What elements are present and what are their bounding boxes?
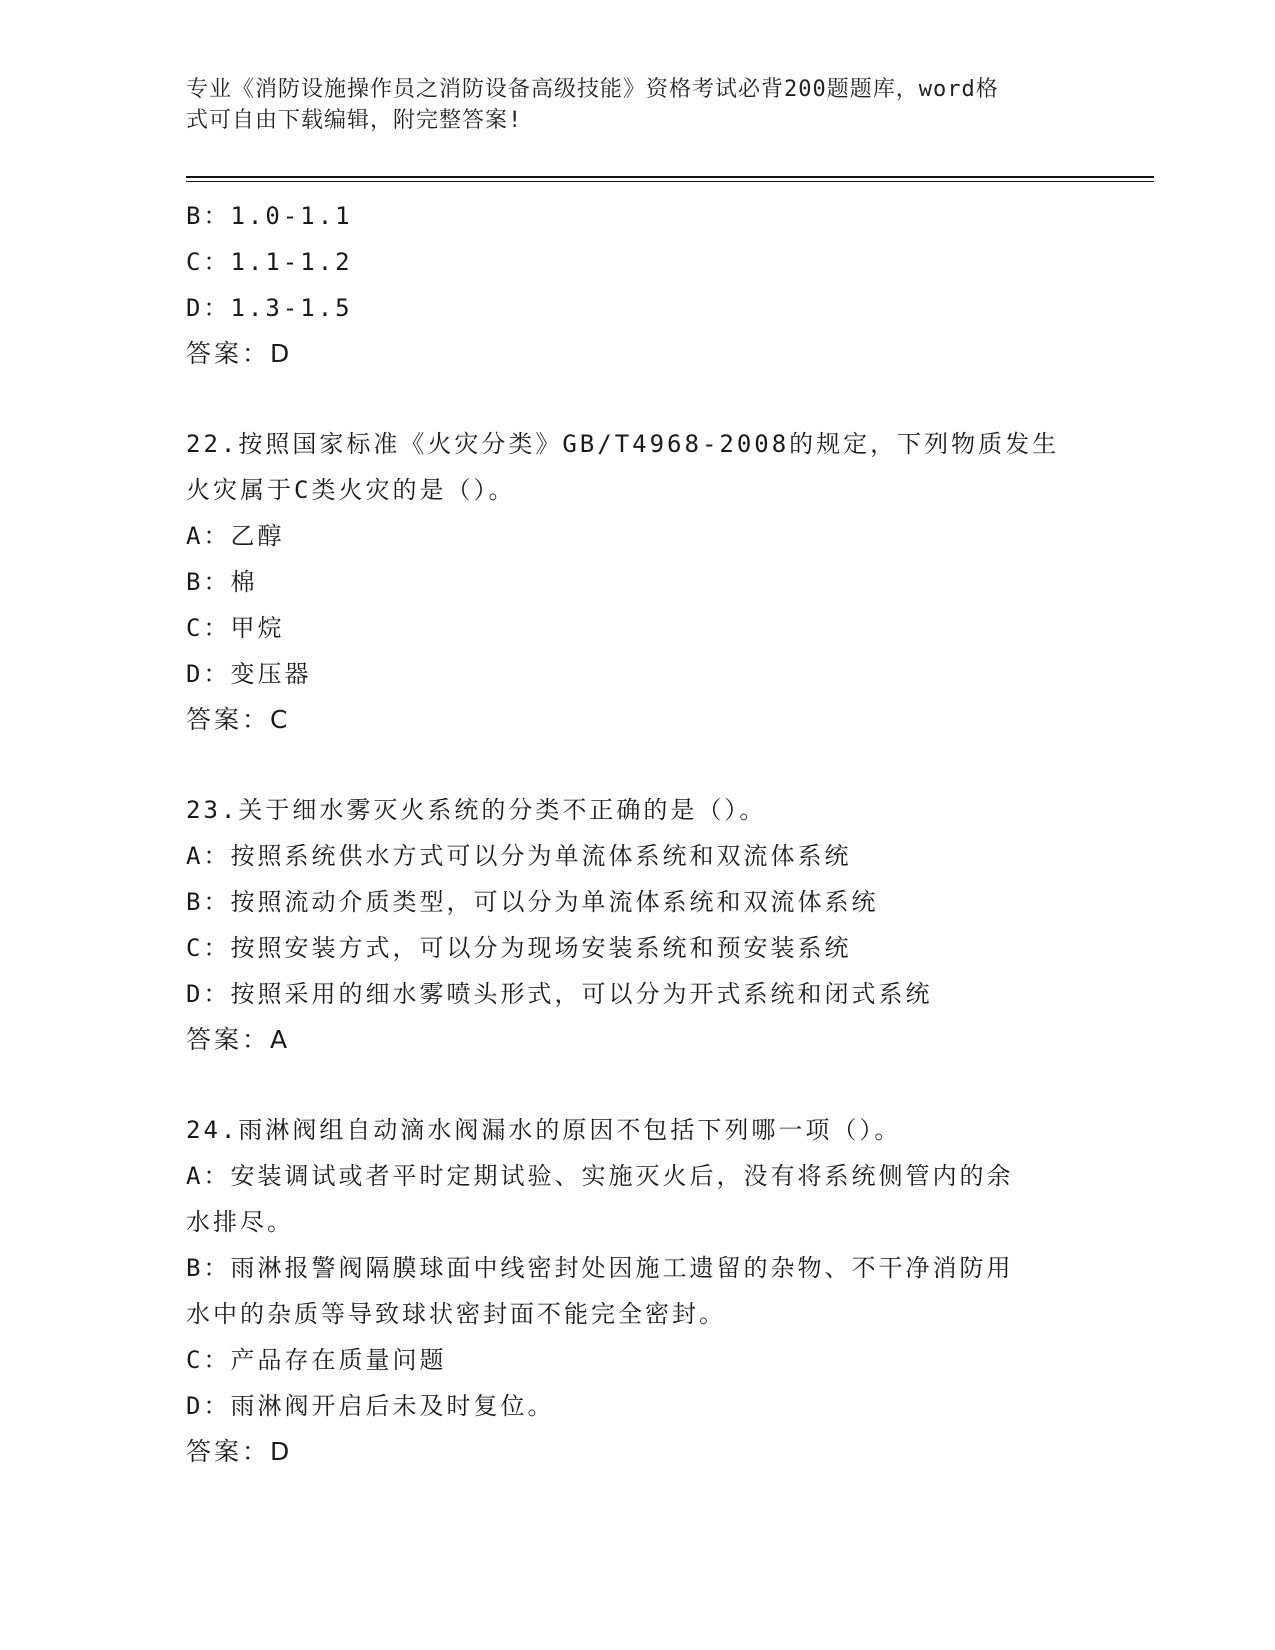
answer: 答案：D <box>186 1437 293 1466</box>
header-line-1: 专业《消防设施操作员之消防设备高级技能》资格考试必背200题题库，word格 <box>186 77 999 102</box>
option-d: D：雨淋阀开启后未及时复位。 <box>186 1392 555 1420</box>
option-d: D：按照采用的细水雾喷头形式，可以分为开式系统和闭式系统 <box>186 980 933 1008</box>
header-rule-thick <box>186 176 1154 178</box>
option-a: A：乙醇 <box>186 522 285 550</box>
question-stem: 24.雨淋阀组自动滴水阀漏水的原因不包括下列哪一项（）。 <box>186 1116 902 1144</box>
question-content <box>186 193 1066 1475</box>
question-22 <box>186 421 1066 743</box>
spacer <box>186 743 1066 787</box>
option-c: C：按照安装方式，可以分为现场安装系统和预安装系统 <box>186 934 852 962</box>
page-header <box>186 74 1066 136</box>
option-b: B：棉 <box>186 568 258 596</box>
option-d: D：变压器 <box>186 660 312 688</box>
option-c: C：1.1-1.2 <box>186 248 353 276</box>
question-stem: 22.按照国家标准《火灾分类》GB/T4968-2008的规定，下列物质发生 <box>186 430 1060 458</box>
spacer <box>186 377 1066 421</box>
option-a-cont: 水排尽。 <box>186 1208 294 1236</box>
option-b: B：雨淋报警阀隔膜球面中线密封处因施工遗留的杂物、不干净消防用 <box>186 1254 1014 1282</box>
option-b: B：1.0-1.1 <box>186 202 353 230</box>
question-stem: 23.关于细水雾灭火系统的分类不正确的是（）。 <box>186 796 767 824</box>
question-stem-cont: 火灾属于C类火灾的是（）。 <box>186 476 516 504</box>
answer: 答案：A <box>186 1025 291 1054</box>
header-line-2: 式可自由下载编辑，附完整答案! <box>186 108 523 133</box>
answer: 答案：D <box>186 339 293 368</box>
answer: 答案：C <box>186 705 291 734</box>
option-b-cont: 水中的杂质等导致球状密封面不能完全密封。 <box>186 1300 726 1328</box>
option-b: B：按照流动介质类型，可以分为单流体系统和双流体系统 <box>186 888 879 916</box>
option-d: D：1.3-1.5 <box>186 294 353 322</box>
question-21 <box>186 193 1066 377</box>
option-c: C：甲烷 <box>186 614 285 642</box>
option-a: A：按照系统供水方式可以分为单流体系统和双流体系统 <box>186 842 852 870</box>
option-c: C：产品存在质量问题 <box>186 1346 447 1374</box>
header-rule-thin <box>186 181 1154 182</box>
option-a: A：安装调试或者平时定期试验、实施灭火后，没有将系统侧管内的余 <box>186 1162 1014 1190</box>
spacer <box>186 1063 1066 1107</box>
question-23 <box>186 787 1066 1063</box>
question-24 <box>186 1107 1066 1475</box>
